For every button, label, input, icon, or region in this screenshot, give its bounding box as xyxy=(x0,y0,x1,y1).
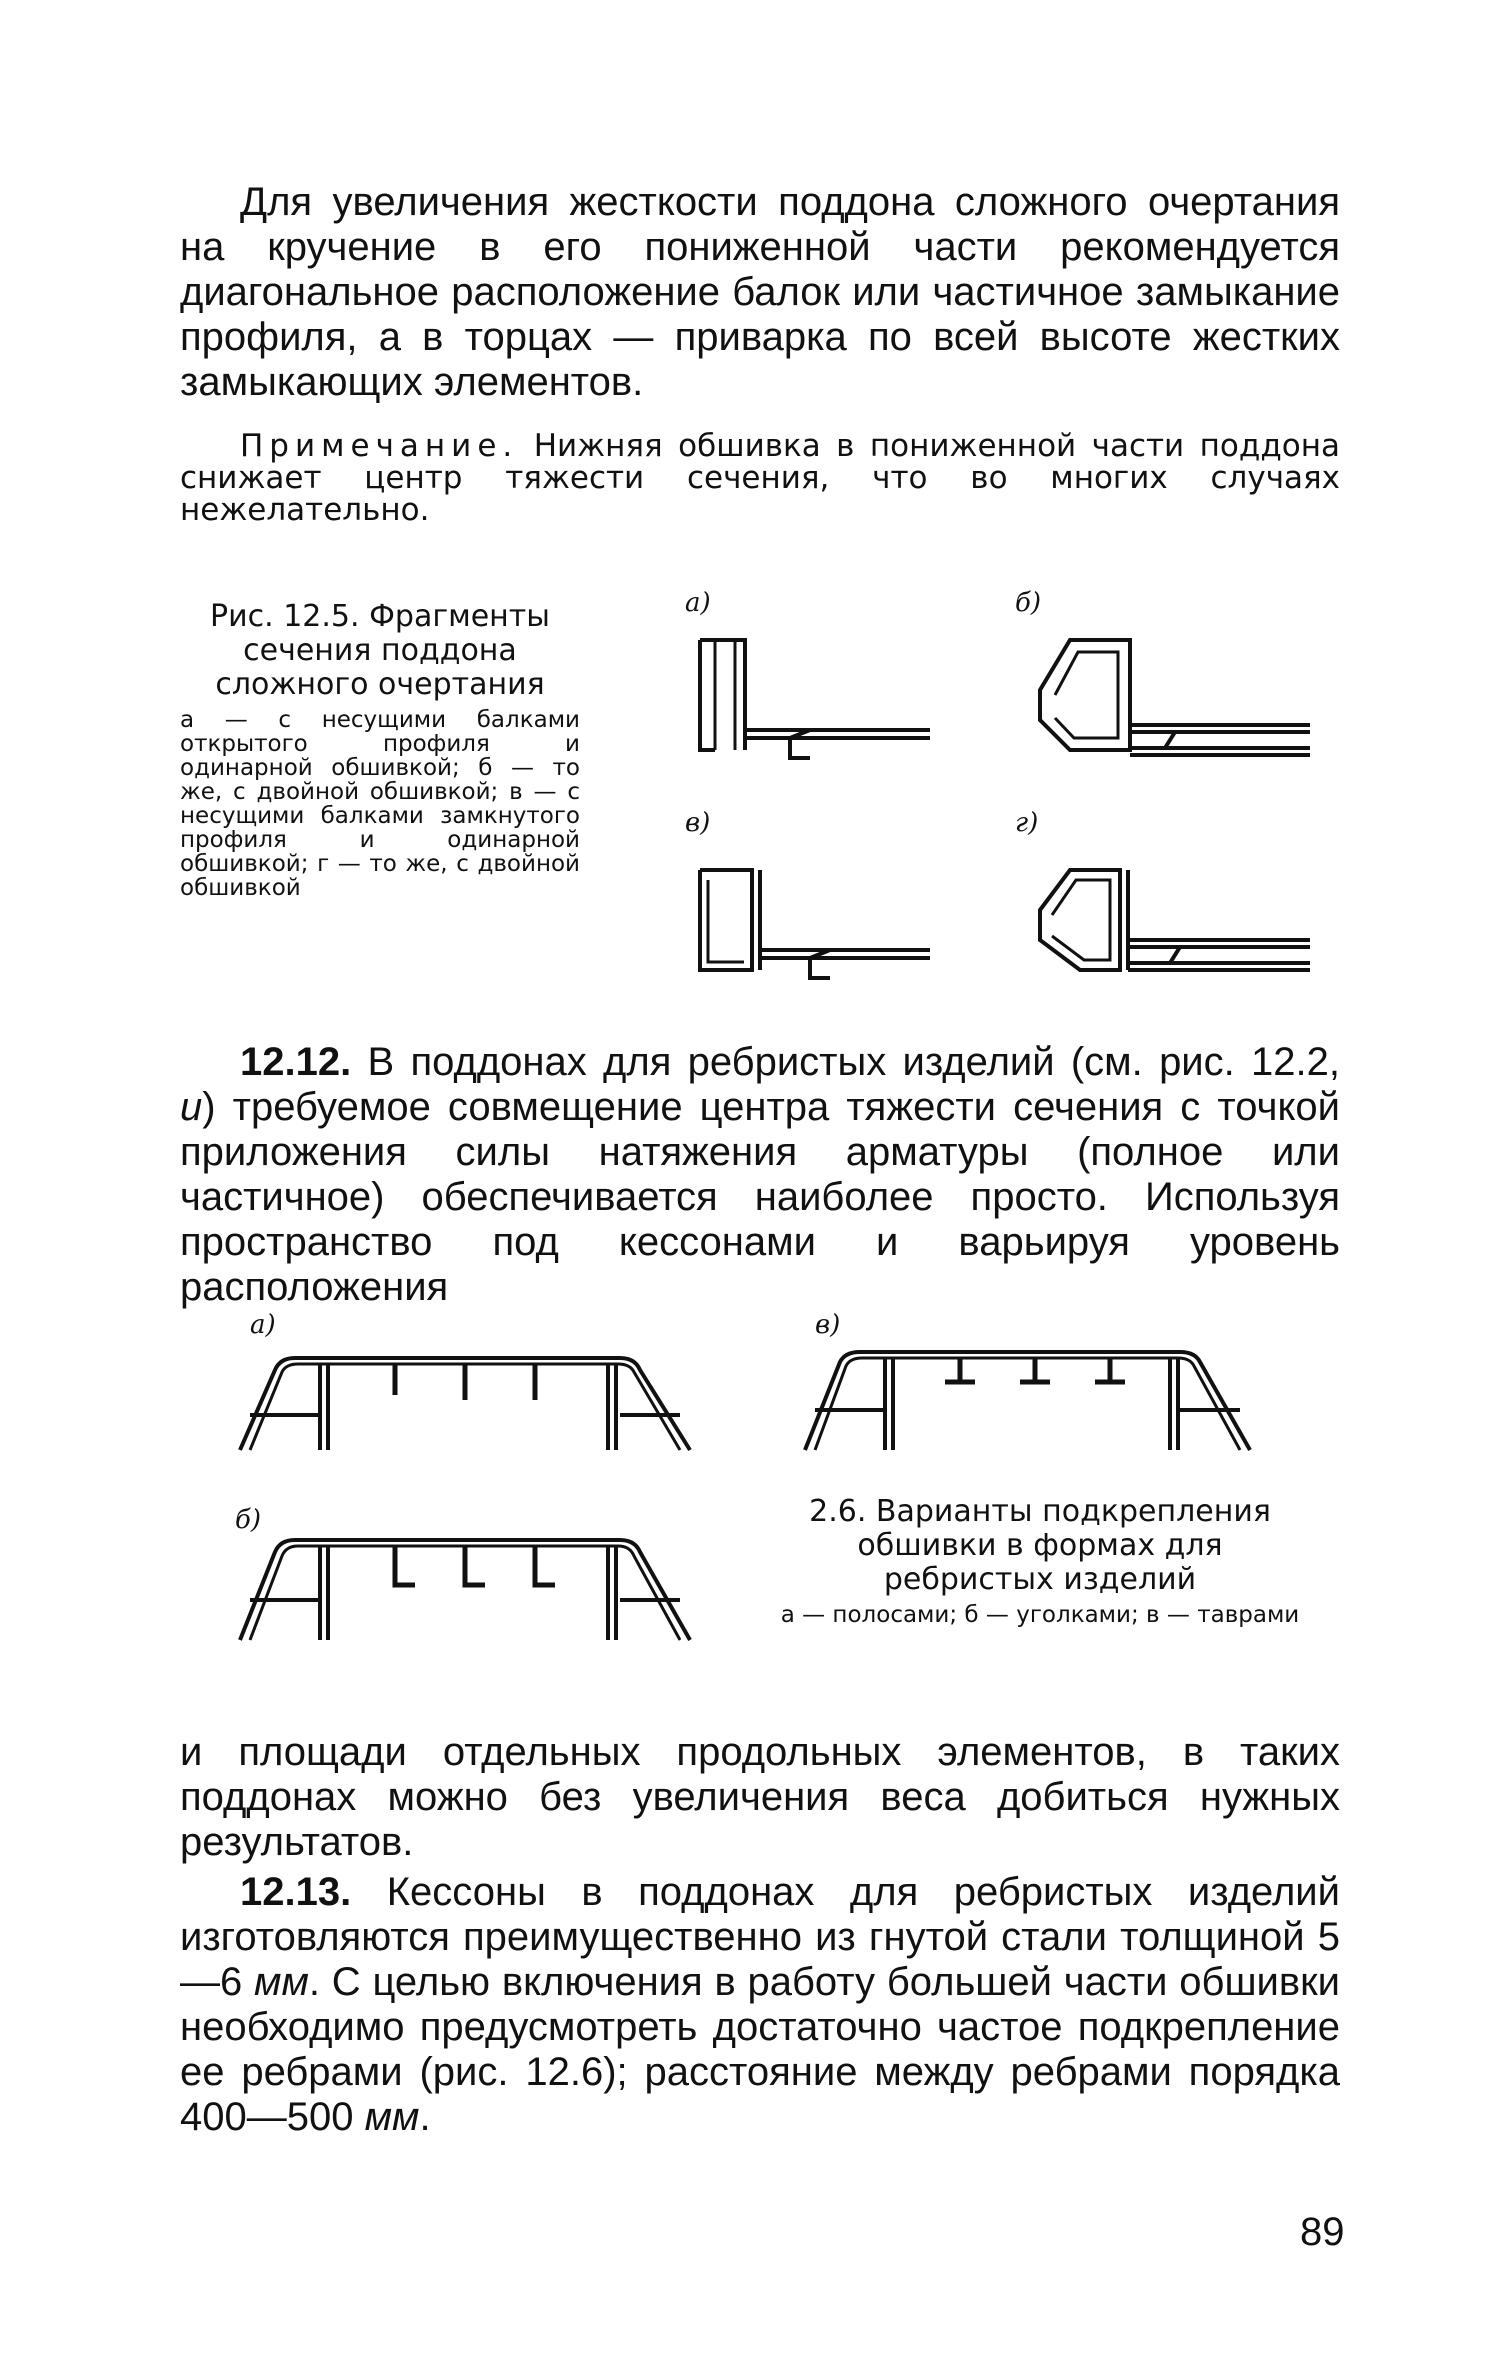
section-g-closed-double-skin xyxy=(1040,870,1310,970)
figure-12-5-caption xyxy=(180,600,580,900)
paragraph-12-12-ref: и xyxy=(180,1085,203,1129)
note-label: Примечание. xyxy=(240,428,519,464)
paragraph-12-13-text-3: . xyxy=(419,2095,431,2139)
fig-12-5-label-g: г) xyxy=(1015,808,1039,838)
variant-b-angles xyxy=(240,1540,690,1640)
variant-v-tees xyxy=(805,1352,1250,1450)
fig-12-6-label-v: в) xyxy=(815,1310,841,1340)
section-v-closed-single-skin xyxy=(700,870,930,978)
figure-12-5-drawing xyxy=(660,580,1340,1000)
paragraph-12-13-text-2: . С целью включения в работу большей части обшивки необходимо предусмотреть достаточно частое подкрепление ее ребрами (рис. 12.6); расстояние между ребрами порядка 400—500 xyxy=(180,1960,1340,2139)
paragraph-12-12-text-2: ) требуемое совмещение центра тяжести сечения с точкой приложения силы натяжения арматуры (полное или частичное) обеспечивается наиболее просто. Используя пространство под кессонами и варьируя уровень расположения xyxy=(180,1085,1340,1309)
paragraph-12-12 xyxy=(180,1040,1340,1310)
paragraph-stiffness: Для увеличения жесткости поддона сложного очертания на кручение в его пониженной части рекомендуется диагональное расположение балок или частичное замыкание профиля, а в торцах — приварка по всей высоте жестких замыкающих элементов. xyxy=(180,180,1340,404)
fig-12-6-label-a: а) xyxy=(250,1310,276,1340)
paragraph-12-13-number: 12.13. xyxy=(240,1870,352,1914)
figure-12-5-description: а — с несущими балками открытого профиля и одинарной обшивкой; б — то же, с двойной обшивкой; в — с несущими балками замкнутого профиля и одинарной обшивкой; г — то же, с двойной обшивкой xyxy=(180,707,580,901)
paragraph-continuation: и площади отдельных продольных элементов, в таких поддонах можно без увеличения веса добиться нужных результатов. xyxy=(180,1730,1340,1864)
fig-12-6-label-b: б) xyxy=(235,1505,262,1535)
note-paragraph xyxy=(180,430,1340,526)
figure-12-6-caption xyxy=(770,1495,1310,1627)
section-a-open-single-skin xyxy=(700,640,930,758)
page-number: 89 xyxy=(1300,2210,1345,2254)
paragraph-12-13-text-1: Кессоны в поддонах для ребристых изделий изготовляются преимущественно из гнутой стали толщиной 5—6 xyxy=(180,1870,1340,2004)
fig-12-5-label-v: в) xyxy=(685,808,711,838)
paragraph-12-12-text-1: В поддонах для ребристых изделий (см. рис. 12.2, xyxy=(367,1040,1340,1084)
variant-a-strips xyxy=(240,1358,690,1450)
figure-12-5-title: Рис. 12.5. Фрагменты сечения поддона сложного очертания xyxy=(210,599,550,702)
fig-12-5-label-a: а) xyxy=(685,588,711,618)
section-b-open-double-skin xyxy=(1040,640,1310,755)
fig-12-5-label-b: б) xyxy=(1015,588,1042,618)
paragraph-12-13-unit-1: мм xyxy=(254,1960,309,2004)
paragraph-12-13 xyxy=(180,1870,1340,2140)
figure-12-6-title: 2.6. Варианты подкрепления обшивки в формах для ребристых изделий xyxy=(809,1494,1271,1597)
figure-12-5 xyxy=(660,580,1340,1000)
note-text: Нижняя обшивка в пониженной части поддона снижает центр тяжести сечения, что во многих случаях нежелательно. xyxy=(180,428,1340,528)
figure-12-6-description: а — полосами; б — уголками; в — таврами xyxy=(780,1602,1300,1628)
paragraph-12-13-unit-2: мм xyxy=(364,2095,420,2139)
paragraph-12-12-number: 12.12. xyxy=(240,1040,352,1084)
